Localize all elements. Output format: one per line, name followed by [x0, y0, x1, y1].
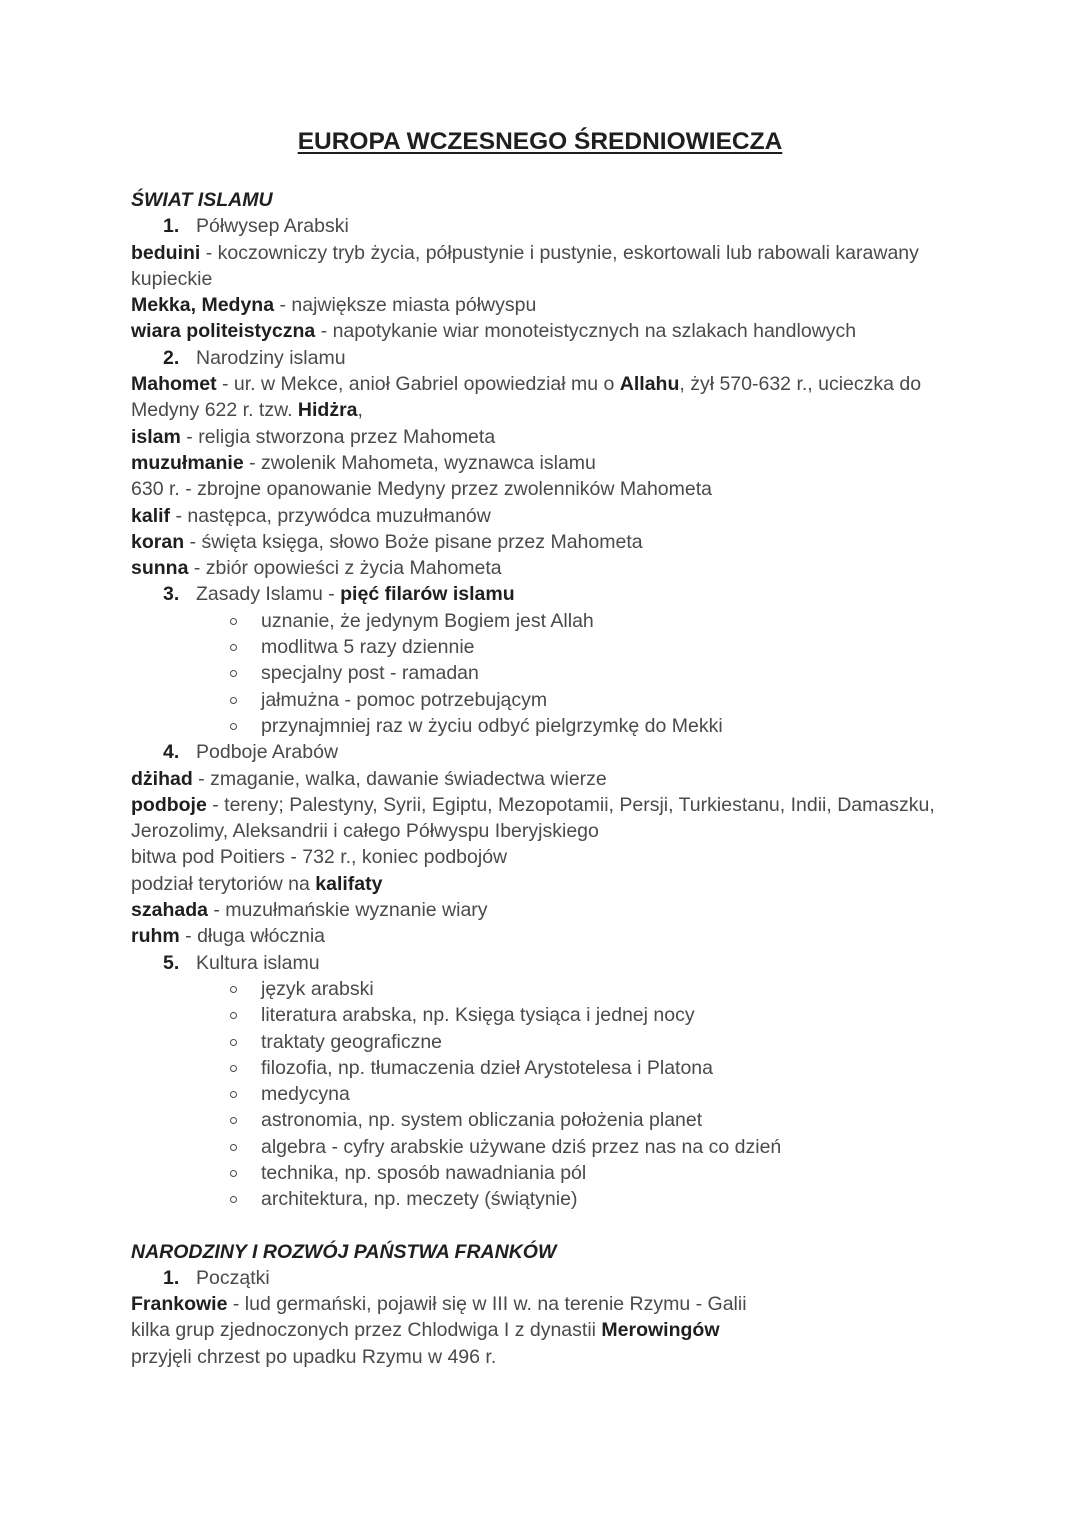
definition-line	[131, 371, 961, 424]
definition-line	[131, 1344, 961, 1370]
bullet-item	[131, 608, 961, 634]
bullet-circle-icon	[230, 1170, 237, 1177]
definition-line	[131, 871, 961, 897]
text-run: kilka grup zjednoczonych przez Chlodwiga I z dynastii	[131, 1319, 602, 1342]
text-run: literatura arabska, np. Księga tysiąca i jednej nocy	[261, 1004, 695, 1027]
bold-term: szahada	[131, 899, 208, 922]
bullet-circle-icon	[230, 723, 237, 730]
text-run: Podboje Arabów	[196, 741, 339, 764]
bullet-text	[226, 687, 547, 713]
list-number: 3.	[163, 583, 180, 606]
definition-line	[131, 923, 961, 949]
text-run: przyjęli chrzest po upadku Rzymu w 496 r.	[131, 1345, 497, 1368]
definition-line	[131, 1317, 961, 1343]
bold-term: kalifaty	[315, 872, 383, 895]
bullet-item	[131, 1055, 961, 1081]
bullet-item	[131, 1029, 961, 1055]
bullet-text	[226, 1002, 695, 1028]
bold-term: dżihad	[131, 767, 193, 790]
text-run: algebra - cyfry arabskie używane dziś przez nas na co dzień	[261, 1135, 782, 1158]
text-run: - długa włócznia	[179, 925, 325, 948]
bullet-item	[131, 634, 961, 660]
numbered-heading	[131, 739, 961, 765]
definition-line	[131, 292, 961, 318]
bullet-item	[131, 1107, 961, 1133]
definition-line	[131, 792, 961, 845]
bullet-text	[226, 976, 374, 1002]
definition-line	[131, 318, 961, 344]
bullet-circle-icon	[230, 697, 237, 704]
bullet-text	[226, 1081, 350, 1107]
bullet-text	[226, 1055, 713, 1081]
list-number: 4.	[163, 741, 180, 764]
text-run: język arabski	[261, 977, 374, 1000]
bullet-text	[226, 713, 723, 739]
bullet-circle-icon	[230, 1144, 237, 1151]
bullet-item	[131, 687, 961, 713]
text-run: - zmaganie, walka, dawanie świadectwa wierze	[192, 767, 607, 790]
list-number: 1.	[163, 1266, 180, 1289]
bold-term: Merowingów	[601, 1319, 720, 1342]
bold-term: wiara politeistyczna	[131, 320, 316, 343]
numbered-heading	[131, 345, 961, 371]
numbered-heading	[131, 1265, 961, 1291]
text-run: uznanie, że jedynym Bogiem jest Allah	[261, 609, 594, 632]
section-heading: NARODZINY I ROZWÓJ PAŃSTWA FRANKÓW	[131, 1240, 557, 1263]
document-title: EUROPA WCZESNEGO ŚREDNIOWIECZA	[297, 128, 783, 155]
text-run: Narodziny islamu	[196, 346, 346, 369]
bullet-item	[131, 713, 961, 739]
text-run: architektura, np. meczety (świątynie)	[261, 1188, 578, 1211]
bullet-item	[131, 1134, 961, 1160]
text-run: - największe miasta półwyspu	[274, 294, 537, 317]
bullet-text	[226, 1186, 577, 1212]
definition-line	[131, 555, 961, 581]
list-number: 1.	[163, 215, 180, 238]
text-run: - tereny; Palestyny, Syrii, Egiptu, Mezopotamii, Persji, Turkiestanu, Indii, Damaszku, Jerozolimy, Aleksandrii i całego Półwyspu Iberyjskiego	[131, 793, 935, 843]
text-run: Początki	[196, 1266, 270, 1289]
bold-term: sunna	[131, 557, 189, 580]
definition-line	[131, 450, 961, 476]
bullet-circle-icon	[230, 1065, 237, 1072]
bold-term: Mahomet	[131, 373, 217, 396]
bullet-text	[226, 1107, 702, 1133]
definition-line	[131, 529, 961, 555]
bold-term: Frankowie	[131, 1293, 228, 1316]
text-run: astronomia, np. system obliczania położenia planet	[261, 1109, 703, 1132]
bullet-text	[226, 1134, 781, 1160]
bullet-text	[226, 634, 475, 660]
bold-term: koran	[131, 530, 185, 553]
text-run: 630 r. - zbrojne opanowanie Medyny przez zwolenników Mahometa	[131, 478, 712, 501]
text-run: medycyna	[261, 1083, 350, 1106]
definition-line	[131, 240, 961, 293]
bullet-circle-icon	[230, 986, 237, 993]
bold-term: muzułmanie	[131, 451, 244, 474]
text-run: , żył 570-632 r., ucieczka do Medyny 622 r. tzw.	[131, 373, 922, 422]
definition-line	[131, 897, 961, 923]
definition-line	[131, 1291, 961, 1317]
text-run: jałmużna - pomoc potrzebującym	[261, 688, 548, 711]
text-run: - lud germański, pojawił się w III w. na terenie Rzymu - Galii	[227, 1293, 747, 1316]
bullet-item	[131, 976, 961, 1002]
definition-line	[131, 844, 961, 870]
text-run: bitwa pod Poitiers - 732 r., koniec podbojów	[131, 846, 508, 869]
text-run: przynajmniej raz w życiu odbyć pielgrzymkę do Mekki	[261, 714, 723, 737]
text-run: - następca, przywódca muzułmanów	[170, 504, 491, 527]
bullet-item	[131, 1160, 961, 1186]
bullet-text	[226, 1029, 442, 1055]
bullet-item	[131, 1002, 961, 1028]
bullet-circle-icon	[230, 618, 237, 625]
bullet-text	[226, 660, 479, 686]
bold-term: podboje	[131, 793, 207, 816]
text-run: - święta księga, słowo Boże pisane przez Mahometa	[184, 530, 643, 553]
bold-term: beduini	[131, 241, 201, 264]
bold-term: kalif	[131, 504, 171, 527]
definition-line	[131, 503, 961, 529]
text-run: Półwysep Arabski	[196, 215, 349, 238]
bullet-item	[131, 660, 961, 686]
text-run: ,	[357, 399, 363, 422]
bullet-text	[226, 1160, 586, 1186]
list-number: 2.	[163, 346, 180, 369]
text-run: - zwolenik Mahometa, wyznawca islamu	[243, 451, 596, 474]
text-run: - koczowniczy tryb życia, półpustynie i pustynie, eskortowali lub rabowali karawany kupieckie	[131, 241, 919, 290]
bullet-item	[131, 1081, 961, 1107]
bullet-circle-icon	[230, 644, 237, 651]
text-run: modlitwa 5 razy dziennie	[261, 636, 475, 659]
bold-term: ruhm	[131, 925, 180, 948]
text-run: podział terytoriów na	[131, 872, 316, 895]
bold-term: pięć filarów islamu	[340, 583, 515, 606]
bold-term: Hidżra	[297, 399, 358, 422]
text-run: - muzułmańskie wyznanie wiary	[207, 899, 488, 922]
numbered-heading	[131, 581, 961, 607]
text-run: traktaty geograficzne	[261, 1030, 443, 1053]
section-heading: ŚWIAT ISLAMU	[131, 189, 273, 211]
text-run: - zbiór opowieści z życia Mahometa	[188, 557, 502, 580]
bold-term: islam	[131, 425, 181, 448]
text-run: specjalny post - ramadan	[261, 662, 479, 685]
document-content	[131, 187, 961, 1370]
text-run: filozofia, np. tłumaczenia dzieł Arystotelesa i Platona	[261, 1056, 713, 1079]
bold-term: Allahu	[619, 373, 680, 396]
bullet-circle-icon	[230, 1039, 237, 1046]
definition-line	[131, 766, 961, 792]
definition-line	[131, 424, 961, 450]
numbered-heading	[131, 213, 961, 239]
text-run: technika, np. sposób nawadniania pól	[261, 1161, 587, 1184]
bullet-item	[131, 1186, 961, 1212]
definition-line	[131, 476, 961, 502]
text-run: - ur. w Mekce, anioł Gabriel opowiedział mu o	[216, 373, 620, 396]
text-run: Kultura islamu	[196, 951, 320, 974]
list-number: 5.	[163, 951, 180, 974]
text-run: - napotykanie wiar monoteistycznych na szlakach handlowych	[315, 320, 857, 343]
text-run: - religia stworzona przez Mahometa	[180, 425, 496, 448]
bold-term: Mekka, Medyna	[131, 294, 275, 317]
numbered-heading	[131, 950, 961, 976]
text-run: Zasady Islamu -	[196, 583, 341, 606]
bullet-text	[226, 608, 594, 634]
